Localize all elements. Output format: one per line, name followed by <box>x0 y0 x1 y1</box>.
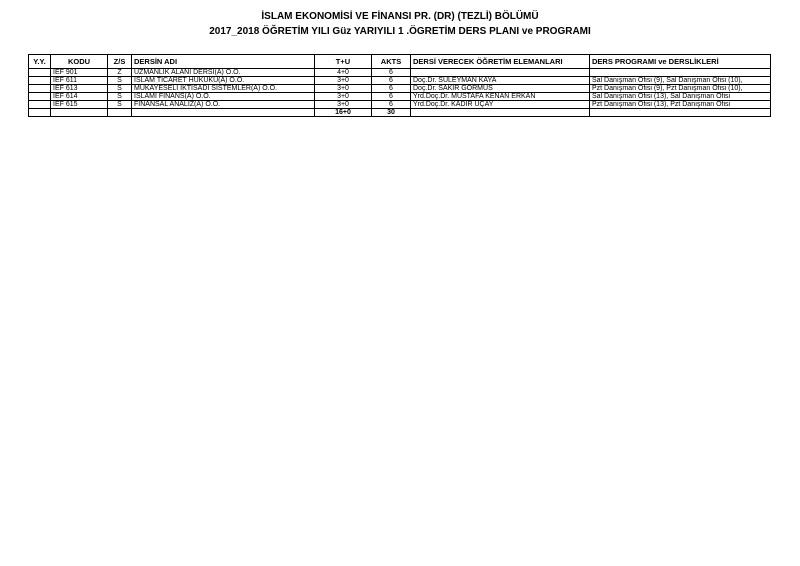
cell-yy <box>29 77 51 85</box>
cell-ogretim-elemani: Doç.Dr. SAKİR GÖRMÜS <box>411 85 590 93</box>
cell-kodu: IEF 613 <box>51 85 108 93</box>
document-subtitle: 2017_2018 ÖĞRETİM YILI Güz YARIYILI 1 .ÖGRETİM DERS PLANI ve PROGRAMI <box>209 26 591 37</box>
table-row <box>29 69 771 77</box>
cell-akts: 6 <box>372 85 411 93</box>
cell-yy <box>29 93 51 101</box>
cell-empty <box>108 109 132 117</box>
cell-zs: S <box>108 77 132 85</box>
table-row <box>29 85 771 93</box>
cell-empty <box>51 109 108 117</box>
table-row <box>29 77 771 85</box>
cell-akts: 6 <box>372 93 411 101</box>
cell-empty <box>29 109 51 117</box>
col-header-ders-programi: DERS PROGRAMI ve DERSLİKLERİ <box>590 55 771 69</box>
cell-akts: 6 <box>372 101 411 109</box>
cell-zs: Z <box>108 69 132 77</box>
table-row <box>29 93 771 101</box>
cell-ogretim-elemani: Yrd.Doç.Dr. MUSTAFA KENAN ERKAN <box>411 93 590 101</box>
cell-ders-programi: Sal Danışman Ofisi (9), Sal Danışman Ofisi (10), <box>590 77 771 85</box>
cell-tu: 3+0 <box>315 93 372 101</box>
cell-yy <box>29 101 51 109</box>
cell-zs: S <box>108 101 132 109</box>
cell-yy <box>29 85 51 93</box>
total-tu: 16+0 <box>315 109 372 117</box>
cell-kodu: IEF 615 <box>51 101 108 109</box>
cell-empty <box>411 109 590 117</box>
cell-tu: 3+0 <box>315 101 372 109</box>
cell-tu: 3+0 <box>315 77 372 85</box>
cell-ders-adi: İSLAMİ FİNANS(A) Ö.Ö. <box>132 93 315 101</box>
table-header-row <box>29 55 771 69</box>
document-title: İSLAM EKONOMİSİ VE FİNANSI PR. (DR) (TEZLİ) BÖLÜMÜ <box>261 11 539 22</box>
col-header-akts: AKTS <box>372 55 411 69</box>
cell-kodu: IEF 611 <box>51 77 108 85</box>
cell-tu: 3+0 <box>315 85 372 93</box>
cell-ogretim-elemani: Doç.Dr. SÜLEYMAN KAYA <box>411 77 590 85</box>
cell-ders-programi <box>590 69 771 77</box>
cell-tu: 4+0 <box>315 69 372 77</box>
table-row <box>29 101 771 109</box>
col-header-ogretim-elemani: DERSİ VERECEK ÖĞRETİM ELEMANLARI <box>411 55 590 69</box>
cell-akts: 6 <box>372 77 411 85</box>
cell-ders-programi: Sal Danışman Ofisi (13), Sal Danışman Ofisi <box>590 93 771 101</box>
course-plan-table <box>28 54 771 117</box>
cell-ders-programi: Pzt Danışman Ofisi (9), Pzt Danışman Ofisi (10), <box>590 85 771 93</box>
cell-ders-adi: UZMANLIK ALANI DERSİ(A) Ö.Ö. <box>132 69 315 77</box>
cell-ders-adi: İSLAM TİCARET HUKUKU(A) Ö.Ö. <box>132 77 315 85</box>
totals-row <box>29 109 771 117</box>
cell-zs: S <box>108 93 132 101</box>
col-header-yy: Y.Y. <box>29 55 51 69</box>
col-header-zs: Z/S <box>108 55 132 69</box>
total-akts: 30 <box>372 109 411 117</box>
cell-ders-adi: FİNANSAL ANALİZ(A) Ö.Ö. <box>132 101 315 109</box>
cell-ogretim-elemani: Yrd.Doç.Dr. KADİR ÜÇAY <box>411 101 590 109</box>
cell-empty <box>590 109 771 117</box>
cell-empty <box>132 109 315 117</box>
col-header-ders-adi: DERSİN ADI <box>132 55 315 69</box>
cell-ders-programi: Pzt Danışman Ofisi (13), Pzt Danışman Ofisi <box>590 101 771 109</box>
cell-ders-adi: MUKAYESELİ İKTİSADİ SİSTEMLER(A) Ö.Ö. <box>132 85 315 93</box>
cell-yy <box>29 69 51 77</box>
col-header-tu: T+U <box>315 55 372 69</box>
cell-kodu: IEF 614 <box>51 93 108 101</box>
cell-akts: 6 <box>372 69 411 77</box>
cell-kodu: IEF 901 <box>51 69 108 77</box>
cell-ogretim-elemani <box>411 69 590 77</box>
cell-zs: S <box>108 85 132 93</box>
col-header-kodu: KODU <box>51 55 108 69</box>
